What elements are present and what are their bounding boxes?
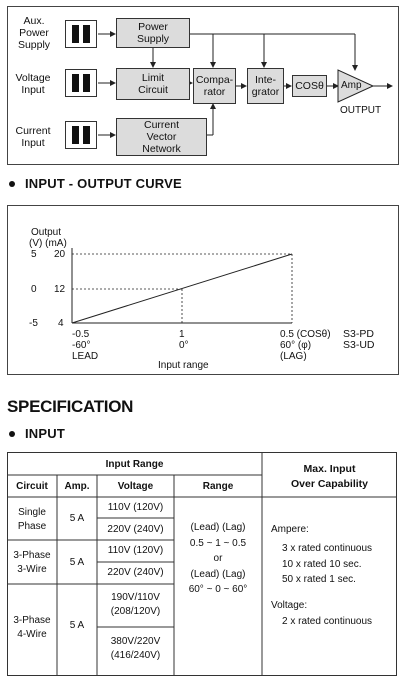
model-labels: S3-PD S3-UD xyxy=(343,328,375,351)
y-tick-left: 0 xyxy=(31,284,37,295)
col-range: Range xyxy=(202,481,234,492)
range-cell: (Lead) (Lag) 0.5 ~ 1 ~ 0.5 or (Lead) (Lag) 60° ~ 0 ~ 60° xyxy=(188,522,248,595)
circuit-cell: 3-Phase 3-Wire xyxy=(13,550,51,575)
x-tick-lag: 0.5 (COSθ) 60° (φ) (LAG) xyxy=(280,329,331,362)
circuit-cell: Single Phase xyxy=(17,507,47,532)
max-input-header: Max. Input Over Capability xyxy=(290,463,369,490)
comparator-block: Compa- rator xyxy=(193,68,236,104)
current-vector-network-block: Current Vector Network xyxy=(116,118,207,156)
limit-circuit-block: Limit Circuit xyxy=(116,68,190,100)
cos-theta-block: COSθ xyxy=(292,75,327,97)
voltage-input-label: Voltage Input xyxy=(15,72,51,96)
curve-heading: INPUT - OUTPUT CURVE xyxy=(9,176,182,191)
current-input-label: Current Input xyxy=(15,125,51,149)
ampere-values: 3 x rated continuous 10 x rated 10 sec. 50 x rated 1 sec. xyxy=(282,543,373,585)
y-tick-right: 4 xyxy=(58,318,64,329)
amp-cell: 5 A xyxy=(69,620,85,631)
x-tick-mid: 1 0° xyxy=(179,329,189,351)
amp-cell: 5 A xyxy=(69,557,85,568)
circuit-cell: 3-Phase 4-Wire xyxy=(13,615,51,640)
input-range-header: Input Range xyxy=(105,459,164,470)
y-tick-right: 20 xyxy=(54,249,66,260)
integrator-block: Inte- grator xyxy=(247,68,284,104)
y-tick-left: -5 xyxy=(29,318,38,329)
output-label: OUTPUT xyxy=(340,105,382,116)
voltage-cell: 380V/220V (416/240V) xyxy=(110,636,161,661)
amp-label: Amp xyxy=(341,80,362,91)
amp-cell: 5 A xyxy=(69,513,85,524)
spec-title: SPECIFICATION xyxy=(7,397,134,416)
spec-input-heading: INPUT xyxy=(9,426,65,441)
voltage-cell: 220V (240V) xyxy=(107,567,164,578)
voltage-value: 2 x rated continuous xyxy=(282,616,373,627)
col-voltage: Voltage xyxy=(117,481,154,492)
y-axis-title: Output xyxy=(31,227,62,238)
x-tick-lead: -0.5 -60° LEAD xyxy=(72,329,99,362)
col-amp: Amp. xyxy=(64,481,90,492)
voltage-cell: 110V (120V) xyxy=(107,502,164,513)
x-axis-title: Input range xyxy=(158,360,209,371)
power-supply-block: Power Supply xyxy=(116,18,190,48)
ampere-label: Ampere: xyxy=(271,524,309,535)
voltage-cell: 220V (240V) xyxy=(107,524,164,535)
y-axis-units: (V) (mA) xyxy=(29,238,67,249)
voltage-cell: 110V (120V) xyxy=(107,545,164,556)
aux-power-label: Aux. Power Supply xyxy=(17,15,51,51)
y-tick-right: 12 xyxy=(54,284,66,295)
y-tick-left: 5 xyxy=(31,249,37,260)
voltage-cell: 190V/110V (208/120V) xyxy=(110,592,161,617)
voltage-label: Voltage: xyxy=(271,600,308,611)
col-circuit: Circuit xyxy=(16,481,48,492)
